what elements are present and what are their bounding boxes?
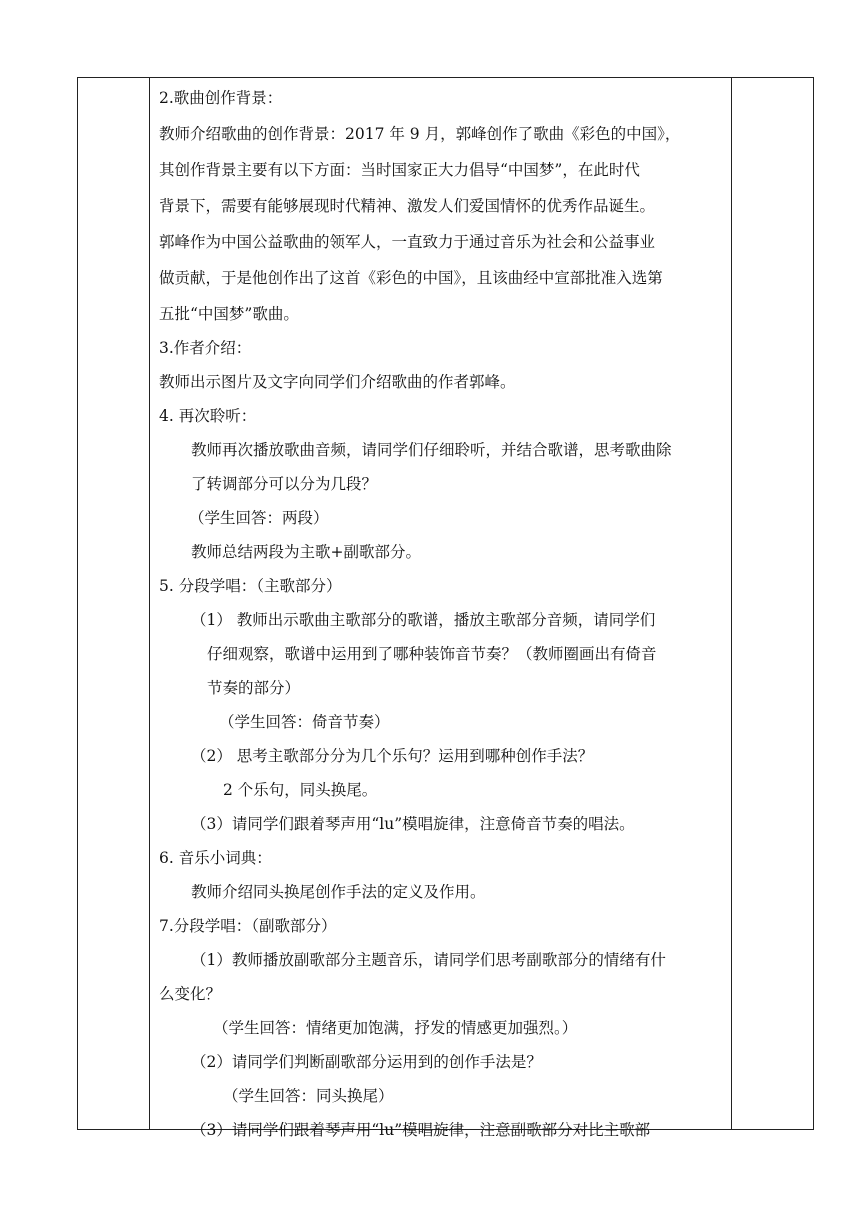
- text-line: （3）请同学们跟着琴声用“lu”模唱旋律，注意倚音节奏的唱法。: [191, 815, 635, 833]
- text-line: （学生回答：两段）: [189, 509, 329, 527]
- text-line: 3.作者介绍：: [159, 339, 252, 357]
- text-line: （学生回答：倚音节奏）: [219, 713, 390, 731]
- text-line: （1）教师播放副歌部分主题音乐，请同学们思考副歌部分的情绪有什: [191, 951, 666, 969]
- text-line: （学生回答：同头换尾）: [223, 1087, 394, 1105]
- text-line: 4. 再次聆听：: [159, 407, 257, 425]
- text-line: 节奏的部分）: [207, 679, 301, 697]
- text-line: 其创作背景主要有以下方面：当时国家正大力倡导“中国梦”，在此时代: [159, 161, 640, 179]
- table-right-border: [813, 77, 814, 1130]
- text-line: 教师介绍同头换尾创作手法的定义及作用。: [191, 883, 486, 901]
- text-line: 教师总结两段为主歌+副歌部分。: [191, 543, 421, 561]
- text-line: 教师介绍歌曲的创作背景：2017 年 9 月，郭峰创作了歌曲《彩色的中国》，: [159, 125, 681, 143]
- text-line: 仔细观察，歌谱中运用到了哪种装饰音节奏？（教师圈画出有倚音: [207, 645, 657, 663]
- text-line: 了转调部分可以分为几段？: [191, 475, 378, 493]
- text-line: （3）请同学们跟着琴声用“lu”模唱旋律，注意副歌部分对比主歌部: [191, 1121, 651, 1139]
- text-line: 2.歌曲创作背景：: [159, 89, 283, 107]
- text-line: 做贡献，于是他创作出了这首《彩色的中国》，且该曲经中宣部批准入选第: [159, 269, 663, 287]
- text-line: 么变化？: [159, 985, 222, 1003]
- text-line: （1） 教师出示歌曲主歌部分的歌谱，播放主歌部分音频，请同学们: [191, 611, 656, 629]
- table-left-border: [77, 77, 78, 1130]
- text-line: （2） 思考主歌部分分为几个乐句？运用到哪种创作手法？: [191, 747, 594, 765]
- text-line: 5. 分段学唱：（主歌部分）: [159, 577, 342, 595]
- text-line: 五批“中国梦”歌曲。: [159, 305, 299, 323]
- text-line: （2）请同学们判断副歌部分运用到的创作手法是？: [191, 1053, 542, 1071]
- text-line: 教师出示图片及文字向同学们介绍歌曲的作者郭峰。: [159, 373, 516, 391]
- column-divider-2: [731, 77, 732, 1130]
- column-divider-1: [149, 77, 150, 1130]
- text-line: 7.分段学唱：（副歌部分）: [159, 917, 337, 935]
- text-line: 6. 音乐小词典：: [159, 849, 272, 867]
- text-line: 教师再次播放歌曲音频，请同学们仔细聆听，并结合歌谱，思考歌曲除: [191, 441, 672, 459]
- text-line: 背景下，需要有能够展现时代精神、激发人们爱国情怀的优秀作品诞生。: [159, 197, 656, 215]
- text-line: 2 个乐句，同头换尾。: [223, 781, 378, 799]
- text-line: （学生回答：情绪更加饱满，抒发的情感更加强烈。）: [213, 1019, 578, 1037]
- text-line: 郭峰作为中国公益歌曲的领军人，一直致力于通过音乐为社会和公益事业: [159, 233, 656, 251]
- table-top-border: [77, 77, 814, 78]
